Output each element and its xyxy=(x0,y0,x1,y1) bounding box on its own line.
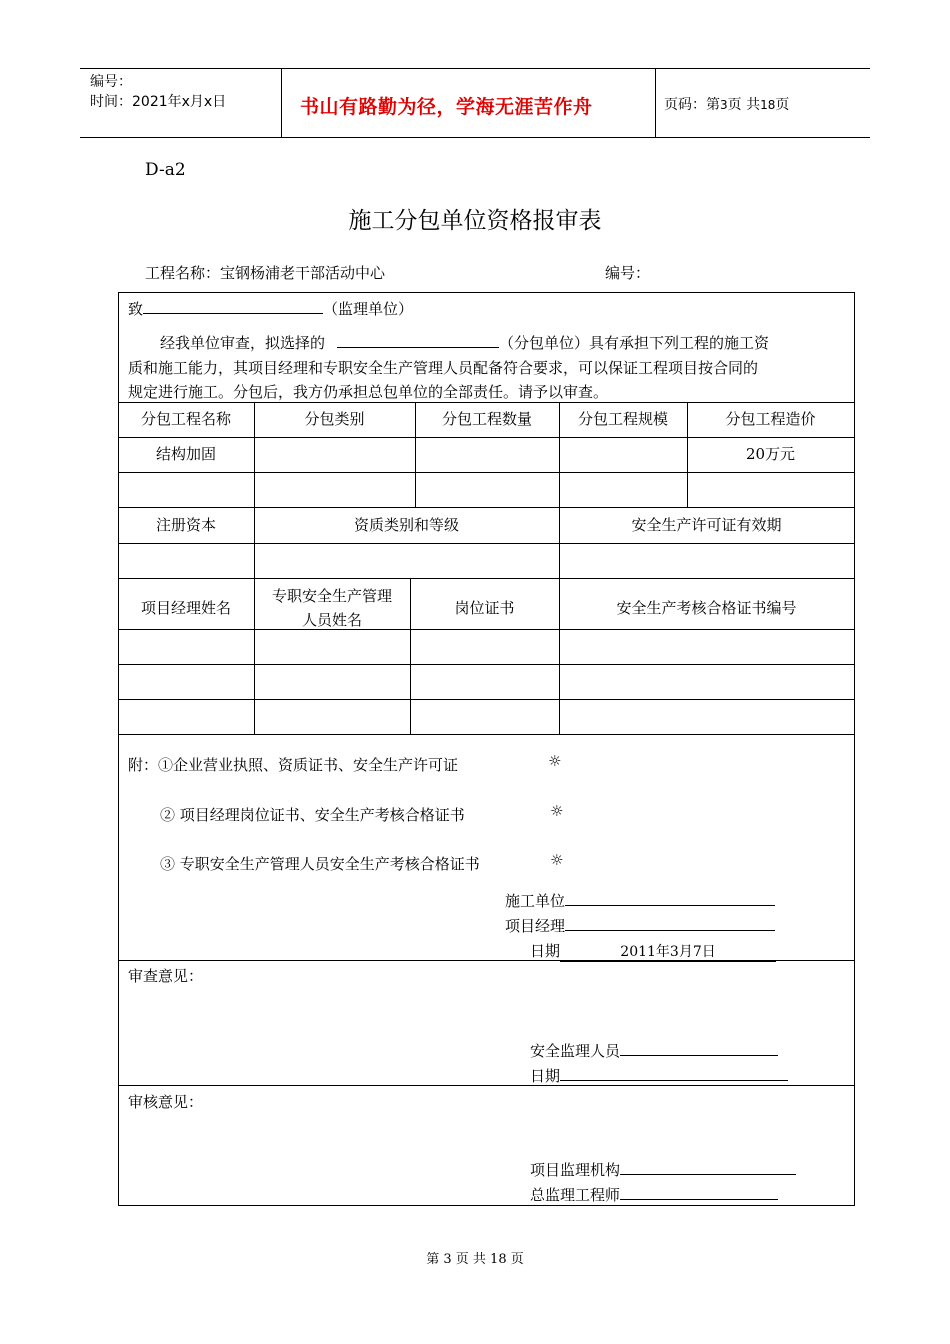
para-line-1 xyxy=(160,332,769,353)
para-line-3: 规定进行施工。分包后，我方仍承担总包单位的全部责任。请予以审查。 xyxy=(128,383,609,401)
chief-engineer xyxy=(530,1184,778,1205)
gear-icon: ☼ xyxy=(548,752,562,770)
table-rule xyxy=(118,507,855,508)
gear-icon: ☼ xyxy=(550,802,564,820)
review-date xyxy=(530,1065,788,1086)
supervision-org-label: 项目监理机构 xyxy=(530,1161,621,1179)
sign-pm-blank[interactable] xyxy=(565,916,775,931)
sign-date-value[interactable]: 2011年3月7日 xyxy=(560,941,776,962)
table-rule xyxy=(118,472,855,473)
table-border xyxy=(854,292,855,1206)
page-number: 3 xyxy=(720,98,728,112)
sign-unit-blank[interactable] xyxy=(565,891,775,906)
subcontractor-blank[interactable] xyxy=(337,333,499,348)
table-rule xyxy=(118,578,855,579)
table-border xyxy=(118,1205,855,1206)
attachment-1: 附：①企业营业执照、资质证书、安全生产许可证 xyxy=(128,756,459,774)
sign-unit xyxy=(505,890,775,911)
sign-date-label: 日期 xyxy=(530,942,561,960)
page-total: 18 xyxy=(760,98,776,112)
sign-pm-label: 项目经理 xyxy=(505,917,566,935)
person-header-safety-line2: 人员姓名 xyxy=(301,611,362,629)
attachment-2: ② 项目经理岗位证书、安全生产考核合格证书 xyxy=(160,806,465,824)
table-border xyxy=(118,292,855,293)
page-footer: 第 3 页 共 18 页 xyxy=(426,1252,524,1267)
header-code-label: 编号： xyxy=(90,74,132,90)
sign-date xyxy=(530,940,776,962)
sign-unit-label: 施工单位 xyxy=(505,892,566,910)
header-left xyxy=(90,72,226,112)
table-rule xyxy=(118,734,855,735)
project-name: 工程名称：宝钢杨浦老干部活动中心 xyxy=(145,264,386,282)
table-border xyxy=(118,292,119,1206)
header-motto: 书山有路勤为径，学海无涯苦作舟 xyxy=(300,96,593,118)
header-page-info xyxy=(664,94,789,114)
review-label: 审查意见： xyxy=(128,967,204,985)
header-time-label: 时间：2021年x月x日 xyxy=(90,94,227,110)
supervision-org xyxy=(530,1159,796,1180)
sub-header-cost: 分包工程造价 xyxy=(725,410,816,428)
table-rule xyxy=(118,664,855,665)
header-divider xyxy=(655,69,656,137)
to-line xyxy=(128,298,413,319)
safety-supervisor-label: 安全监理人员 xyxy=(530,1042,621,1060)
cap-header-capital: 注册资本 xyxy=(155,516,216,534)
table-rule xyxy=(118,402,855,403)
chief-engineer-blank[interactable] xyxy=(620,1185,778,1200)
cap-header-qualification: 资质类别和等级 xyxy=(353,516,459,534)
cap-header-license: 安全生产许可证有效期 xyxy=(631,516,782,534)
table-rule xyxy=(118,629,855,630)
sub-row-cost: 20万元 xyxy=(745,445,796,463)
audit-label: 审核意见： xyxy=(128,1093,204,1111)
supervision-org-blank[interactable] xyxy=(620,1160,796,1175)
safety-supervisor-blank[interactable] xyxy=(620,1041,778,1056)
page-suffix: 页 xyxy=(775,97,790,113)
chief-engineer-label: 总监理工程师 xyxy=(530,1186,621,1204)
person-header-exam: 安全生产考核合格证书编号 xyxy=(616,599,797,617)
page-title: 施工分包单位资格报审表 xyxy=(348,208,602,234)
table-rule xyxy=(118,437,855,438)
header-divider xyxy=(281,69,282,137)
sub-row-name: 结构加固 xyxy=(155,445,216,463)
attachment-3: ③ 专职安全生产管理人员安全生产考核合格证书 xyxy=(160,855,480,873)
para-line-1a: 经我单位审查，拟选择的 xyxy=(160,334,326,352)
para-line-1b: （分包单位）具有承担下列工程的施工资 xyxy=(499,334,770,352)
person-header-pm: 项目经理姓名 xyxy=(140,599,231,617)
review-date-label: 日期 xyxy=(530,1067,561,1085)
gear-icon: ☼ xyxy=(550,851,564,869)
review-date-blank[interactable] xyxy=(560,1066,788,1081)
person-header-safety-line1: 专职安全生产管理 xyxy=(271,587,392,605)
page-prefix: 页码：第 xyxy=(664,97,720,113)
sub-header-type: 分包类别 xyxy=(304,410,365,428)
person-header-safety xyxy=(254,584,410,632)
para-line-2: 质和施工能力，其项目经理和专职安全生产管理人员配备符合要求，可以保证工程项目按合同的 xyxy=(128,359,759,377)
table-rule xyxy=(118,699,855,700)
sign-pm xyxy=(505,915,775,936)
sub-header-quantity: 分包工程数量 xyxy=(441,410,532,428)
page-mid: 页 共 xyxy=(727,97,761,113)
safety-supervisor xyxy=(530,1040,778,1061)
table-rule xyxy=(118,543,855,544)
person-header-cert: 岗位证书 xyxy=(454,599,515,617)
to-prefix: 致 xyxy=(128,300,144,318)
number-label: 编号： xyxy=(605,264,651,282)
to-suffix: （监理单位） xyxy=(323,300,414,318)
sub-header-scale: 分包工程规模 xyxy=(577,410,668,428)
sub-header-name: 分包工程名称 xyxy=(140,410,231,428)
supervision-unit-blank[interactable] xyxy=(143,299,323,314)
form-code: D-a2 xyxy=(145,160,186,180)
